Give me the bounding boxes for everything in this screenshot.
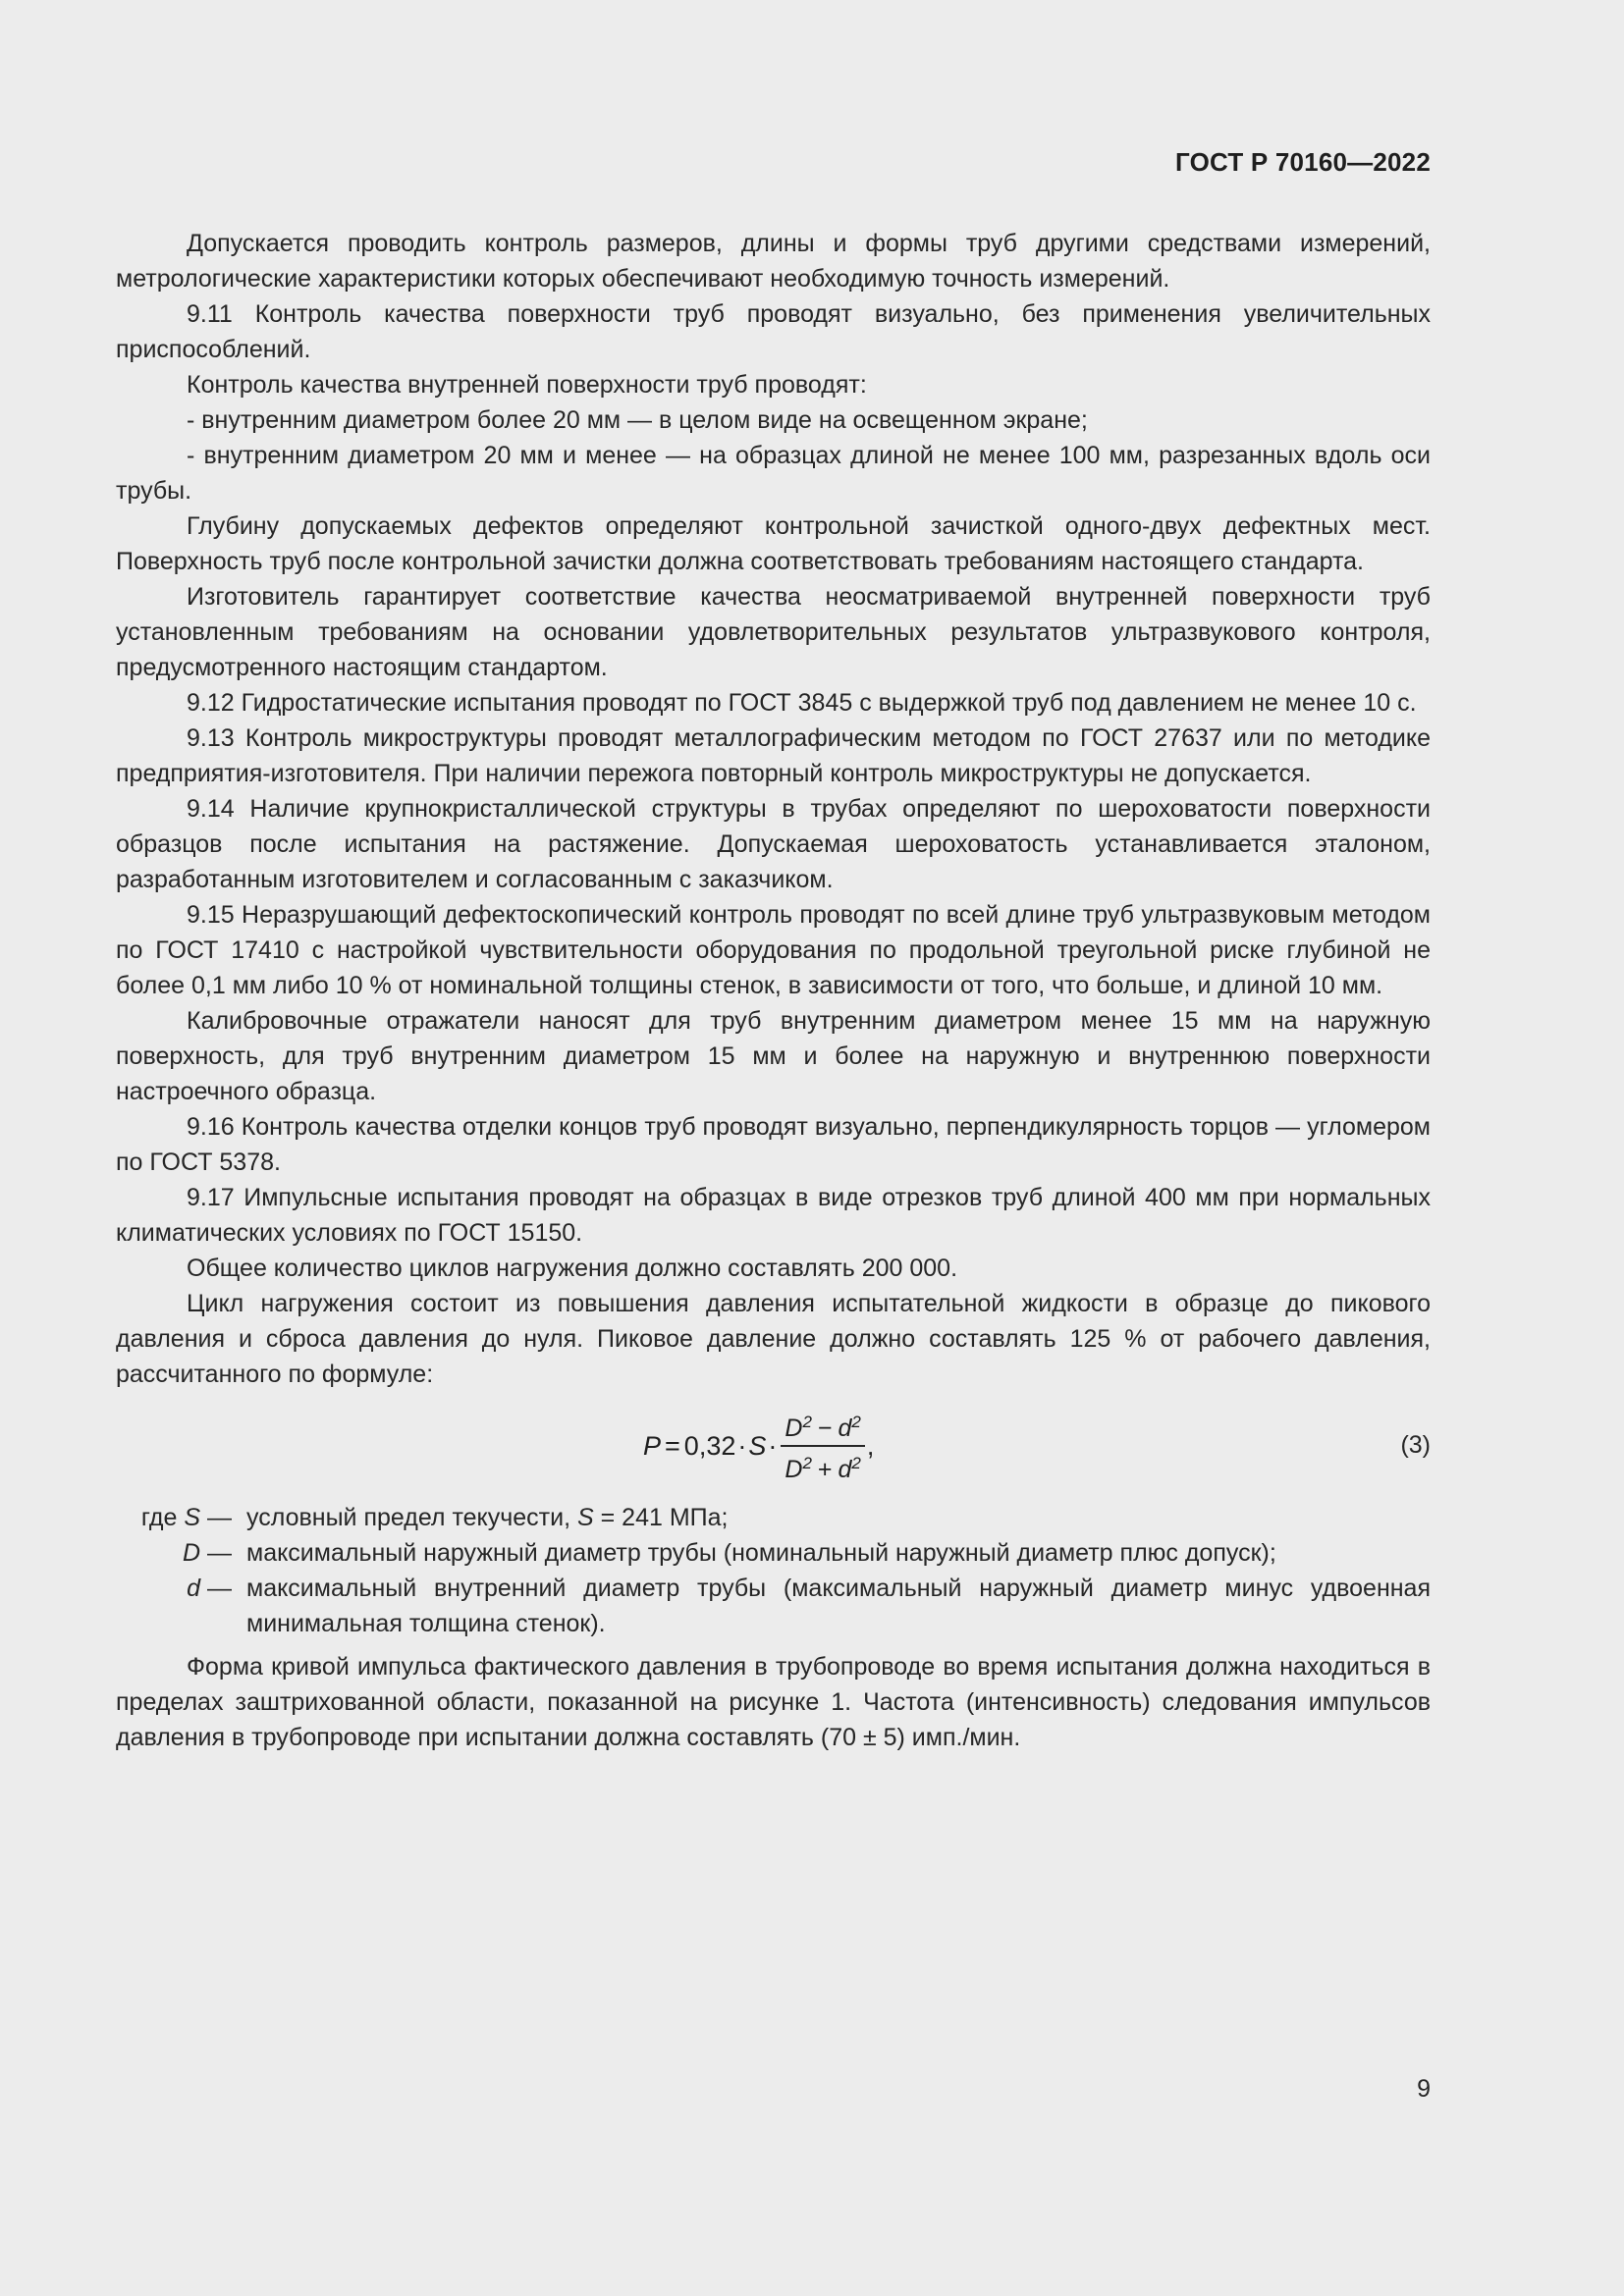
formula-exp: 2 xyxy=(802,1454,812,1472)
formula-den-op: + xyxy=(817,1456,833,1483)
closing-section xyxy=(116,1649,1431,1755)
formula-num-a: D xyxy=(785,1415,803,1442)
paragraph: Глубину допускаемых дефектов определяют контрольной зачисткой одного-двух дефектных мест. Поверхность труб после контрольной зачистки должна соответствовать требованиям настоящего стандарта. xyxy=(116,512,1431,575)
paragraph: Изготовитель гарантирует соответствие качества неосматриваемой внутренней поверхности труб установленным требованиям на основании удовлетворительных результатов ультразвукового контроля, предусмотренного настоящим стандартом. xyxy=(116,583,1431,681)
formula-numerator xyxy=(781,1408,865,1447)
definition-symbol xyxy=(116,1571,232,1641)
clause-9-16: 9.16 Контроль качества отделки концов труб проводят визуально, перпендикулярность торцов — угломером по ГОСТ 5378. xyxy=(116,1113,1431,1176)
list-item: - внутренним диаметром более 20 мм — в целом виде на освещенном экране; xyxy=(187,406,1088,434)
formula-dot: · xyxy=(737,1431,747,1461)
formula-num-op: − xyxy=(817,1415,833,1442)
symbol-s: S xyxy=(184,1504,201,1531)
symbol-D: D xyxy=(182,1539,201,1567)
formula-denominator xyxy=(781,1447,865,1484)
symbol-s-inline: S xyxy=(576,1504,594,1531)
formula-lhs: P xyxy=(643,1431,662,1461)
definition-item xyxy=(116,1571,1431,1641)
document-code: ГОСТ Р 70160—2022 xyxy=(1175,147,1431,177)
formula-den-b: d xyxy=(838,1456,852,1483)
paragraph: Общее количество циклов нагружения должно составлять 200 000. xyxy=(187,1255,958,1282)
formula-exp: 2 xyxy=(802,1413,812,1431)
list-item: - внутренним диаметром 20 мм и менее — на образцах длиной не менее 100 мм, разрезанных вдоль оси трубы. xyxy=(116,442,1431,505)
definition-text-pre: условный предел текучести, xyxy=(246,1504,577,1531)
definition-text: максимальный наружный диаметр трубы (номинальный наружный диаметр плюс допуск); xyxy=(246,1539,1276,1567)
formula-coef: 0,32 xyxy=(683,1431,736,1461)
formula-eq: = xyxy=(665,1431,680,1461)
paragraph: Калибровочные отражатели наносят для труб внутренним диаметром менее 15 мм на наружную поверхность, для труб внутренним диаметром 15 мм и более на наружную и внутреннюю поверхности настроечного образца. xyxy=(116,1007,1431,1105)
formula-exp: 2 xyxy=(851,1413,861,1431)
page-number: 9 xyxy=(1417,2075,1431,2103)
definition-text: максимальный внутренний диаметр трубы (максимальный наружный диаметр минус удвоенная минимальная толщина стенок). xyxy=(246,1575,1431,1637)
definition-dash: — xyxy=(207,1539,232,1567)
definition-item xyxy=(116,1535,1431,1571)
paragraph: Форма кривой импульса фактического давления в трубопроводе во время испытания должна находиться в пределах заштрихованной области, показанной на рисунке 1. Частота (интенсивность) следования импульсов давления в трубопроводе при испытании должна составлять (70 ± 5) имп./мин. xyxy=(116,1653,1431,1751)
formula-var: S xyxy=(748,1431,767,1461)
clause-9-14: 9.14 Наличие крупнокристаллической структуры в трубах определяют по шероховатости поверхности образцов после испытания на растяжение. Допускаемая шероховатость устанавливается эталоном, разработанным изготовителем и согласованным с заказчиком. xyxy=(116,795,1431,893)
clause-9-12: 9.12 Гидростатические испытания проводят по ГОСТ 3845 с выдержкой труб под давлением не менее 10 с. xyxy=(187,689,1417,717)
clause-9-13: 9.13 Контроль микроструктуры проводят металлографическим методом по ГОСТ 27637 или по методике предприятия-изготовителя. При наличии пережога повторный контроль микроструктуры не допускается. xyxy=(116,724,1431,787)
equation-number: (3) xyxy=(1400,1431,1431,1459)
formula-den-a: D xyxy=(785,1456,803,1483)
definition-symbol xyxy=(116,1535,232,1571)
clause-9-17: 9.17 Импульсные испытания проводят на образцах в виде отрезков труб длиной 400 мм при нормальных климатических условиях по ГОСТ 15150. xyxy=(116,1184,1431,1247)
formula-exp: 2 xyxy=(851,1454,861,1472)
definition-symbol xyxy=(116,1500,232,1535)
document-body xyxy=(116,226,1431,1755)
formula-fraction xyxy=(781,1408,865,1484)
definition-text-post: = 241 МПа; xyxy=(593,1504,729,1531)
definitions-list xyxy=(116,1500,1431,1641)
paragraph: Допускается проводить контроль размеров, длины и формы труб другими средствами измерений, метрологические характеристики которых обеспечивают необходимую точность измерений. xyxy=(116,230,1431,293)
formula-num-b: d xyxy=(838,1415,852,1442)
clause-9-11: 9.11 Контроль качества поверхности труб проводят визуально, без применения увеличительных приспособлений. xyxy=(116,300,1431,363)
formula xyxy=(643,1408,874,1484)
formula-block xyxy=(116,1396,1431,1494)
clause-9-15: 9.15 Неразрушающий дефектоскопический контроль проводят по всей длине труб ультразвуковым методом по ГОСТ 17410 с настройкой чувствительности оборудования по продольной треугольной риске глубиной не более 0,1 мм либо 10 % от номинальной толщины стенок, в зависимости от того, что больше, и длиной 10 мм. xyxy=(116,901,1431,999)
definition-dash: — xyxy=(207,1575,232,1602)
definition-item xyxy=(116,1500,1431,1535)
definition-dash: — xyxy=(207,1504,232,1531)
symbol-d: d xyxy=(187,1575,201,1602)
paragraph: Контроль качества внутренней поверхности труб проводят: xyxy=(187,371,867,399)
formula-trail: , xyxy=(866,1431,875,1461)
paragraph: Цикл нагружения состоит из повышения давления испытательной жидкости в образце до пикового давления и сброса давления до нуля. Пиковое давление должно составлять 125 % от рабочего давления, рассчитанного по формуле: xyxy=(116,1290,1431,1388)
definitions-intro: где xyxy=(140,1504,178,1531)
formula-dot: · xyxy=(768,1431,778,1461)
definition-text xyxy=(232,1500,1431,1535)
